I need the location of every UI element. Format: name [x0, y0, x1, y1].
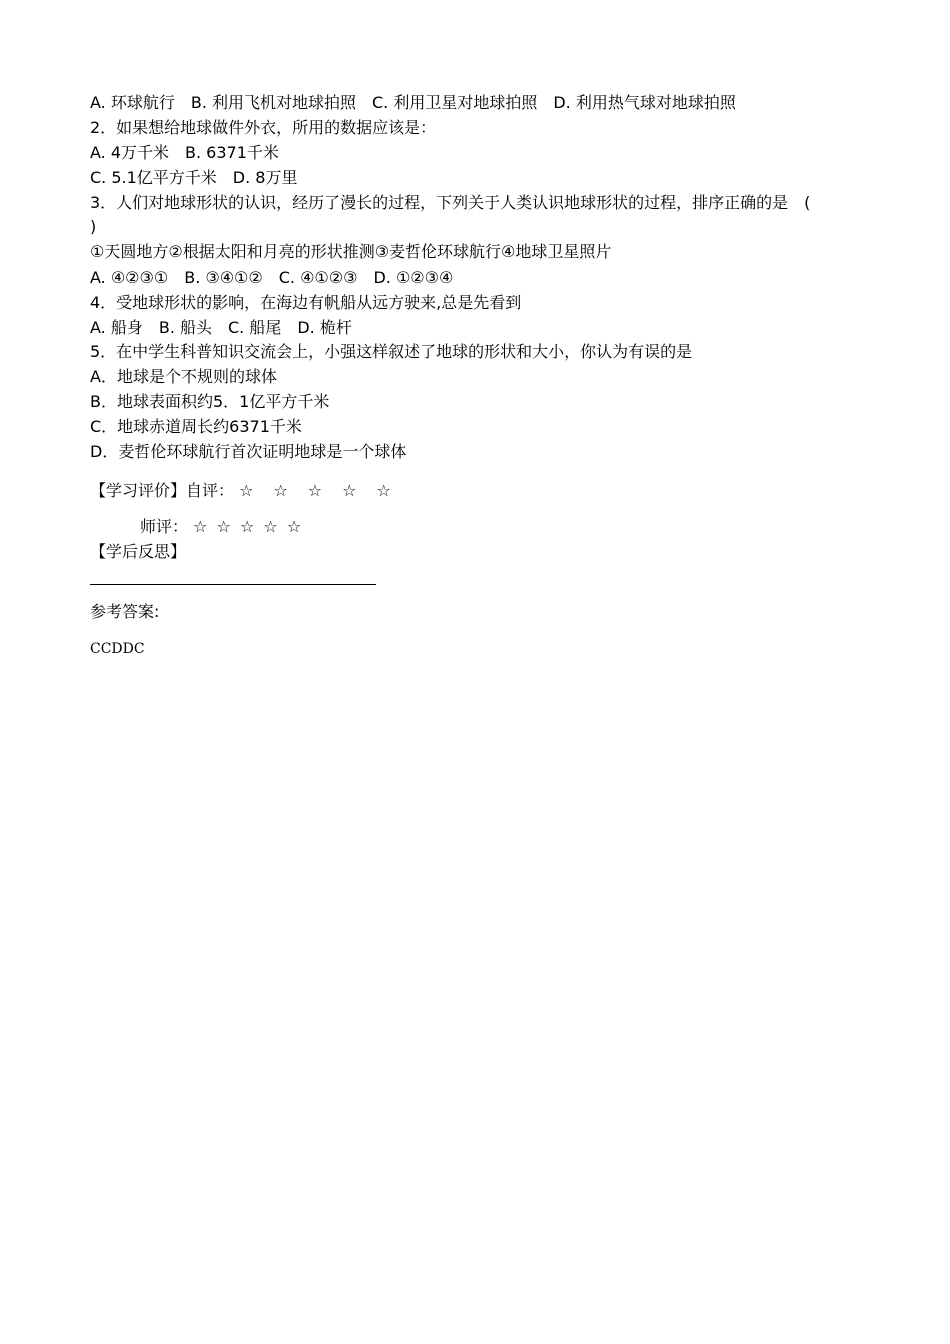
q5-option-a: A．地球是个不规则的球体 [90, 367, 277, 386]
q4-options: A. 船身 B. 船头 C. 船尾 D. 桅杆 [90, 318, 352, 337]
q5-option-b: B．地球表面积约5．1亿平方千米 [90, 392, 330, 411]
q2-options-line2: C. 5.1亿平方千米 D. 8万里 [90, 168, 298, 187]
q3-stem-line2: ) [90, 217, 97, 236]
evaluation-label: 【学习评价】自评： [90, 481, 235, 500]
q5-option-c: C．地球赤道周长约6371千米 [90, 417, 302, 436]
q3-items: ①天圆地方②根据太阳和月亮的形状推测③麦哲伦环球航行④地球卫星照片 [90, 242, 612, 261]
q3-options: A. ④②③① B. ③④①② C. ④①②③ D. ①②③④ [90, 268, 454, 287]
answers-value: CCDDC [90, 641, 145, 657]
q3-stem-line1: 3．人们对地球形状的认识，经历了漫长的过程，下列关于人类认识地球形状的过程，排序正确的是 ( [90, 193, 811, 212]
teacher-rating-stars: ☆ ☆ ☆ ☆ ☆ [193, 517, 304, 536]
evaluation-row [90, 481, 393, 501]
q4-stem: 4．受地球形状的影响，在海边有帆船从远方驶来,总是先看到 [90, 293, 522, 312]
q1-options: A. 环球航行 B. 利用飞机对地球拍照 C. 利用卫星对地球拍照 D. 利用热气球对地球拍照 [90, 93, 736, 112]
q5-option-d: D．麦哲伦环球航行首次证明地球是一个球体 [90, 442, 407, 461]
q2-stem: 2．如果想给地球做件外衣，所用的数据应该是： [90, 118, 437, 137]
q2-options-line1: A. 4万千米 B. 6371千米 [90, 143, 279, 162]
answers-label: 参考答案: [90, 602, 160, 621]
reflection-underline [90, 584, 376, 585]
reflection-label: 【学后反思】 [90, 542, 187, 561]
q5-stem: 5．在中学生科普知识交流会上，小强这样叙述了地球的形状和大小，你认为有误的是 [90, 342, 693, 361]
teacher-evaluation-label: 师评： [140, 517, 189, 536]
self-rating-stars: ☆ ☆ ☆ ☆ ☆ [239, 481, 393, 500]
teacher-evaluation-row [140, 517, 303, 537]
